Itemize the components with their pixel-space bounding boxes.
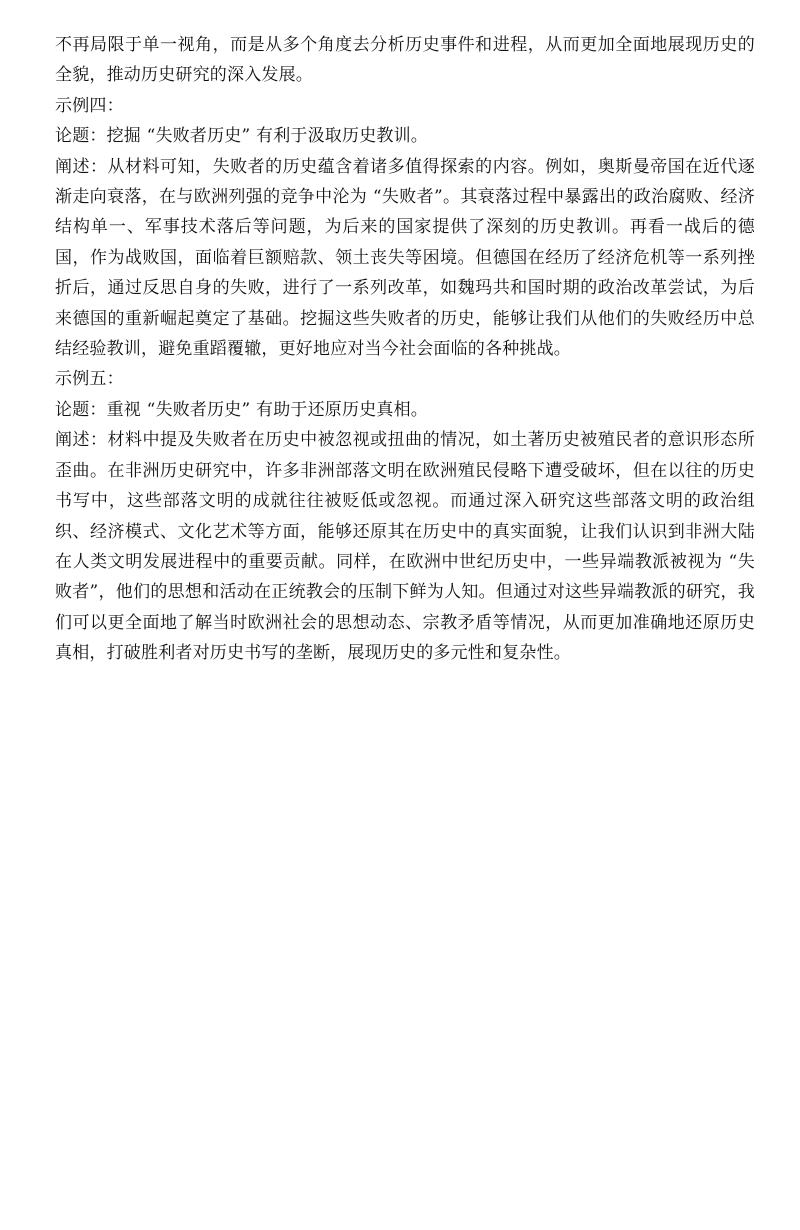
example-5-elaboration: 阐述：材料中提及失败者在历史中被忽视或扭曲的情况，如土著历史被殖民者的意识形态所歪曲。在非洲历史研究中，许多非洲部落文明在欧洲殖民侵略下遭受破坏，但在以往的历史书写中，这些部落文明的成就往往被贬低或忽视。而通过深入研究这些部落文明的政治组织、经济模式、文化艺术等方面，能够还原其在历史中的真实面貌，让我们认识到非洲大陆在人类文明发展进程中的重要贡献。同样，在欧洲中世纪历史中，一些异端教派被视为 “失败者”，他们的思想和活动在正统教会的压制下鲜为人知。但通过对这些异端教派的研究，我们可以更全面地了解当时欧洲社会的思想动态、宗教矛盾等情况，从而更加准确地还原历史真相，打破胜利者对历史书写的垄断，展现历史的多元性和复杂性。 (55, 430, 755, 664)
example-4-thesis: 论题：挖掘 “失败者历史” 有利于汲取历史教训。 (55, 126, 428, 147)
example-4-elaboration: 阐述：从材料可知，失败者的历史蕴含着诸多值得探索的内容。例如，奥斯曼帝国在近代逐渐走向衰落，在与欧洲列强的竞争中沦为 “失败者”。其衰落过程中暴露出的政治腐败、经济结构单一、军事技术落后等问题，为后来的国家提供了深刻的历史教训。再看一战后的德国，作为战败国，面临着巨额赔款、领土丧失等困境。但德国在经历了经济危机等一系列挫折后，通过反思自身的失败，进行了一系列改革，如魏玛共和国时期的政治改革尝试，为后来德国的重新崛起奠定了基础。挖掘这些失败者的历史，能够让我们从他们的失败经历中总结经验教训，避免重蹈覆辙，更好地应对当今社会面临的各种挑战。 (55, 156, 755, 360)
example-4-heading: 示例四： (55, 95, 124, 116)
example-5-thesis: 论题：重视 “失败者历史” 有助于还原历史真相。 (55, 399, 428, 420)
document-page (55, 30, 755, 669)
continuation-paragraph: 不再局限于单一视角，而是从多个角度去分析历史事件和进程，从而更加全面地展现历史的全貌，推动历史研究的深入发展。 (55, 35, 755, 86)
example-5-heading: 示例五： (55, 369, 124, 390)
